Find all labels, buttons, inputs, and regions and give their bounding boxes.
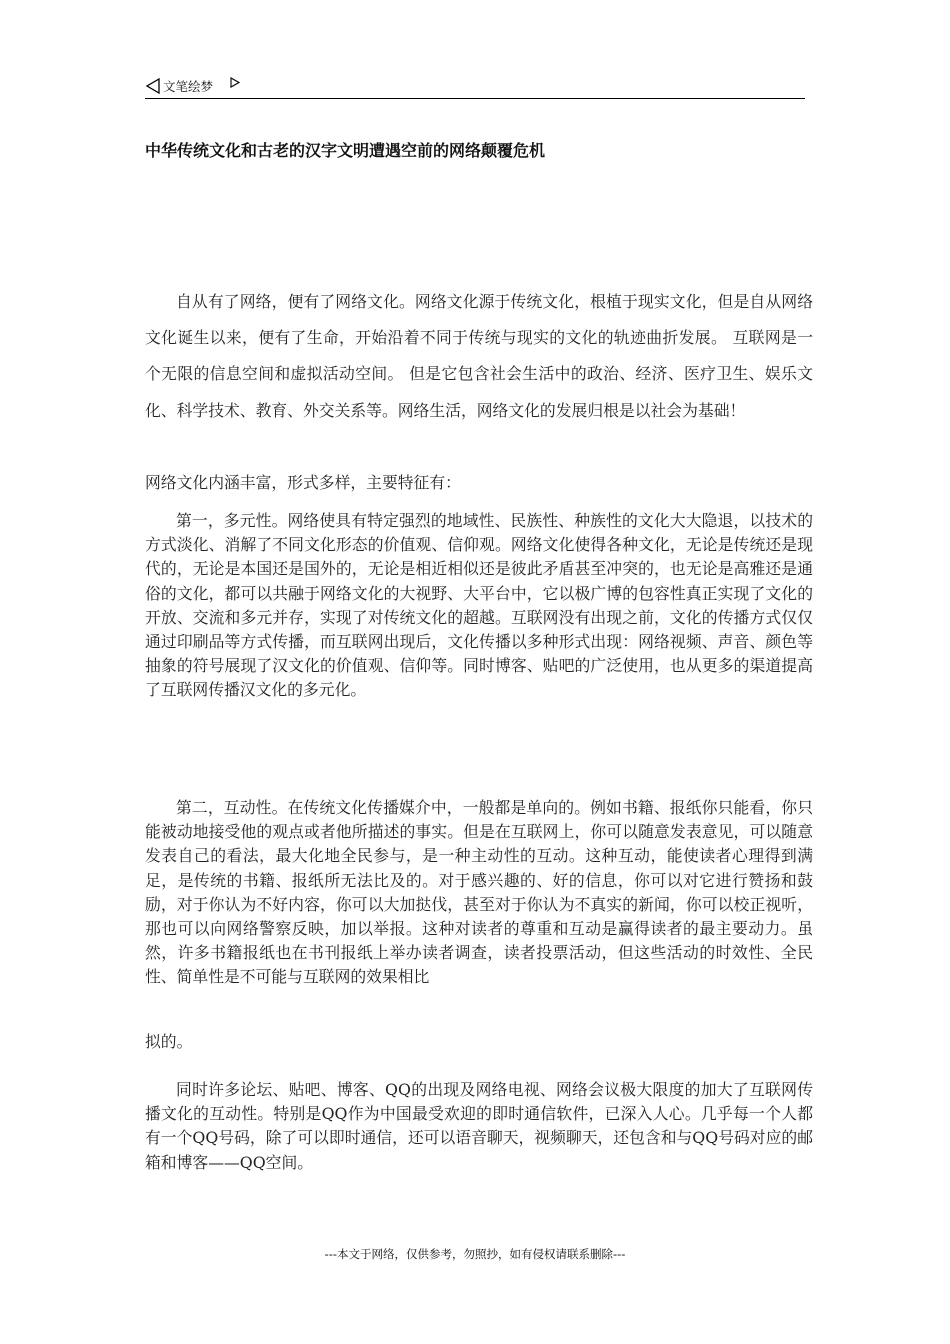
left-triangle-icon <box>145 78 161 97</box>
features-lead-paragraph: 网络文化内涵丰富，形式多样，主要特征有： <box>145 473 461 492</box>
interactivity-paragraph-tail: 拟的。 <box>145 1032 193 1051</box>
document-title: 中华传统文化和古老的汉字文明遭遇空前的网络颠覆危机 <box>145 141 546 160</box>
right-triangle-icon <box>229 76 241 91</box>
disclaimer-footer: ---本文于网络，仅供参考，勿照抄，如有侵权请联系删除--- <box>324 1247 626 1261</box>
interactivity-paragraph: 第二，互动性。在传统文化传播媒介中，一般都是单向的。例如书籍、报纸你只能看，你只能被动地接受他的观点或者他所描述的事实。但是在互联网上，你可以随意发表意见，可以随意发表自己的看法，最大化地全民参与，是一种主动性的互动。这种互动，能使读者心理得到满足，是传统的书籍、报纸所无法比及的。对于感兴趣的、好的信息，你可以对它进行赞扬和鼓励，对于你认为不好内容，你可以大加挞伐，甚至对于你认为不真实的新闻，你可以校正视听，那也可以向网络警察反映，加以举报。这种对读者的尊重和互动是赢得读者的最主要动力。虽然，许多书籍报纸也在书刊报纸上举办读者调查，读者投票活动，但这些活动的时效性、全民性、简单性是不可能与互联网的效果相比 <box>145 798 813 987</box>
qq-paragraph: 同时许多论坛、贴吧、博客、QQ的出现及网络电视、网络会议极大限度的加大了互联网传播文化的互动性。特别是QQ作为中国最受欢迎的即时通信软件，已深入人心。几乎每一个人都有一个QQ号码，除了可以即时通信，还可以语音聊天，视频聊天，还包含和与QQ号码对应的邮箱和博客——QQ空间。 <box>145 1080 813 1172</box>
page-header <box>145 76 805 99</box>
site-name: 文笔绘梦 <box>163 79 214 94</box>
intro-paragraph: 自从有了网络，便有了网络文化。网络文化源于传统文化，根植于现实文化，但是自从网络文化诞生以来，便有了生命，开始沿着不同于传统与现实的文化的轨迹曲折发展。 互联网是一个无限的信息空间和虚拟活动空间。 但是它包含社会生活中的政治、经济、医疗卫生、娱乐文化、科学技术、教育、外交关系等。网络生活，网络文化的发展归根是以社会为基础！ <box>145 292 813 420</box>
diversity-paragraph: 第一，多元性。网络使具有特定强烈的地域性、民族性、种族性的文化大大隐退，以技术的方式淡化、消解了不同文化形态的价值观、信仰观。网络文化使得各种文化，无论是传统还是现代的，无论是本国还是国外的，无论是相近相似还是彼此矛盾甚至冲突的，也无论是高雅还是通俗的文化，都可以共融于网络文化的大视野、大平台中，它以极广博的包容性真正实现了文化的开放、交流和多元并存，实现了对传统文化的超越。互联网没有出现之前，文化的传播方式仅仅通过印刷品等方式传播，而互联网出现后，文化传播以多种形式出现：网络视频、声音、颜色等抽象的符号展现了汉文化的价值观、信仰等。同时博客、贴吧的广泛使用，也从更多的渠道提高了互联网传播汉文化的多元化。 <box>145 511 813 700</box>
